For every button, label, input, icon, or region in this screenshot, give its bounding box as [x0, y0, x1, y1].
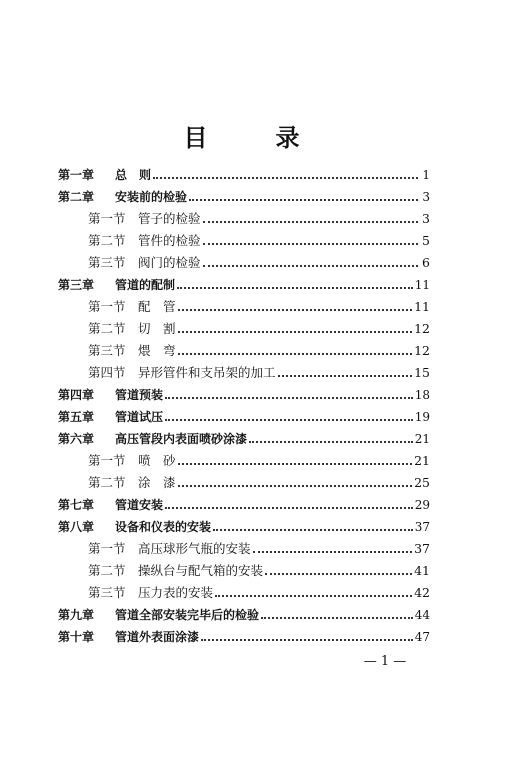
dot-leader	[203, 265, 418, 267]
section-title: 操纵台与配气箱的安装	[138, 563, 264, 578]
section-number: 第二节	[88, 563, 126, 578]
chapter-number: 第十章	[58, 630, 95, 644]
section-number: 第三节	[88, 255, 126, 270]
page-title: 目 录	[183, 124, 322, 152]
section-number: 第一节	[88, 211, 126, 226]
page-number-footer: — 1 —	[363, 654, 407, 669]
dot-leader	[165, 507, 413, 509]
toc-chapter-row	[58, 494, 430, 516]
page-number: 47	[414, 630, 430, 644]
dot-leader	[178, 485, 413, 487]
dot-leader	[178, 353, 413, 355]
section-number: 第四节	[88, 365, 126, 380]
page-number: 29	[414, 498, 430, 512]
toc-section-row	[58, 252, 430, 274]
section-title: 涂 漆	[138, 475, 176, 490]
chapter-title: 管道外表面涂漆	[115, 630, 200, 644]
dot-leader	[177, 287, 413, 289]
chapter-title: 管道的配制	[115, 278, 176, 292]
chapter-title: 总 则	[115, 168, 152, 182]
toc-chapter-row	[58, 626, 430, 648]
dot-leader	[178, 463, 413, 465]
toc-chapter-row	[58, 274, 430, 296]
toc-chapter-row	[58, 516, 430, 538]
section-title: 管件的检验	[138, 233, 201, 248]
toc-section-row	[58, 560, 430, 582]
chapter-number: 第五章	[58, 410, 95, 424]
section-title: 高压球形气瓶的安装	[138, 541, 251, 556]
dot-leader	[203, 243, 418, 245]
page-number: 15	[414, 365, 430, 380]
page-number: 1	[422, 168, 430, 182]
page-number: 3	[422, 211, 430, 226]
page-number: 18	[414, 388, 430, 402]
dot-leader	[213, 529, 413, 531]
chapter-title: 安装前的检验	[115, 190, 188, 204]
chapter-title: 管道预装	[115, 388, 164, 402]
section-title: 异形管件和支吊架的加工	[138, 365, 276, 380]
section-title: 配 管	[138, 299, 176, 314]
dot-leader	[165, 397, 413, 399]
toc-chapter-row	[58, 164, 430, 186]
toc-section-row	[58, 582, 430, 604]
page-number: 3	[422, 190, 430, 204]
chapter-title: 管道安装	[115, 498, 164, 512]
page-number: 25	[414, 475, 430, 490]
dot-leader	[249, 441, 413, 443]
section-number: 第一节	[88, 453, 126, 468]
toc-chapter-row	[58, 384, 430, 406]
dot-leader	[165, 419, 413, 421]
page-number: 5	[422, 233, 430, 248]
chapter-title: 管道全部安装完毕后的检验	[115, 608, 260, 622]
toc-section-row	[58, 340, 430, 362]
dot-leader	[201, 639, 413, 641]
section-number: 第一节	[88, 299, 126, 314]
section-number: 第二节	[88, 475, 126, 490]
page-number: 41	[414, 563, 430, 578]
toc-section-row	[58, 450, 430, 472]
toc-section-row	[58, 230, 430, 252]
page-number: 12	[414, 321, 430, 336]
page-number: 21	[414, 432, 430, 446]
toc-section-row	[58, 318, 430, 340]
page-number: 11	[414, 278, 430, 292]
table-of-contents	[58, 164, 430, 648]
toc-chapter-row	[58, 428, 430, 450]
dot-leader	[178, 331, 413, 333]
dot-leader	[203, 221, 418, 223]
dot-leader	[189, 199, 418, 201]
page-number: 6	[422, 255, 430, 270]
section-title: 压力表的安装	[138, 585, 214, 600]
chapter-number: 第四章	[58, 388, 95, 402]
section-number: 第三节	[88, 585, 126, 600]
page-number: 11	[414, 299, 430, 314]
chapter-number: 第六章	[58, 432, 95, 446]
section-title: 喷 砂	[138, 453, 176, 468]
chapter-title: 高压管段内表面喷砂涂漆	[115, 432, 248, 446]
toc-chapter-row	[58, 604, 430, 626]
chapter-number: 第一章	[58, 168, 95, 182]
chapter-title: 设备和仪表的安装	[115, 520, 212, 534]
dot-leader	[261, 617, 413, 619]
chapter-number: 第三章	[58, 278, 95, 292]
section-number: 第三节	[88, 343, 126, 358]
chapter-number: 第八章	[58, 520, 95, 534]
toc-section-row	[58, 538, 430, 560]
toc-chapter-row	[58, 406, 430, 428]
dot-leader	[278, 375, 413, 377]
chapter-number: 第七章	[58, 498, 95, 512]
dot-leader	[215, 595, 412, 597]
page-number: 21	[414, 453, 430, 468]
section-number: 第一节	[88, 541, 126, 556]
page-number: 12	[414, 343, 430, 358]
chapter-title: 管道试压	[115, 410, 164, 424]
page-number: 37	[414, 520, 430, 534]
page-number: 37	[414, 541, 430, 556]
toc-section-row	[58, 208, 430, 230]
dot-leader	[265, 573, 412, 575]
section-title: 阀门的检验	[138, 255, 201, 270]
section-title: 切 割	[138, 321, 176, 336]
toc-section-row	[58, 296, 430, 318]
section-number: 第二节	[88, 321, 126, 336]
chapter-number: 第二章	[58, 190, 95, 204]
section-title: 煨 弯	[138, 343, 176, 358]
toc-chapter-row	[58, 186, 430, 208]
page-number: 42	[414, 585, 430, 600]
section-title: 管子的检验	[138, 211, 201, 226]
dot-leader	[153, 177, 418, 179]
dot-leader	[253, 551, 413, 553]
section-number: 第二节	[88, 233, 126, 248]
toc-section-row	[58, 362, 430, 384]
toc-section-row	[58, 472, 430, 494]
page-number: 44	[414, 608, 430, 622]
page-number: 19	[414, 410, 430, 424]
dot-leader	[178, 309, 413, 311]
chapter-number: 第九章	[58, 608, 95, 622]
